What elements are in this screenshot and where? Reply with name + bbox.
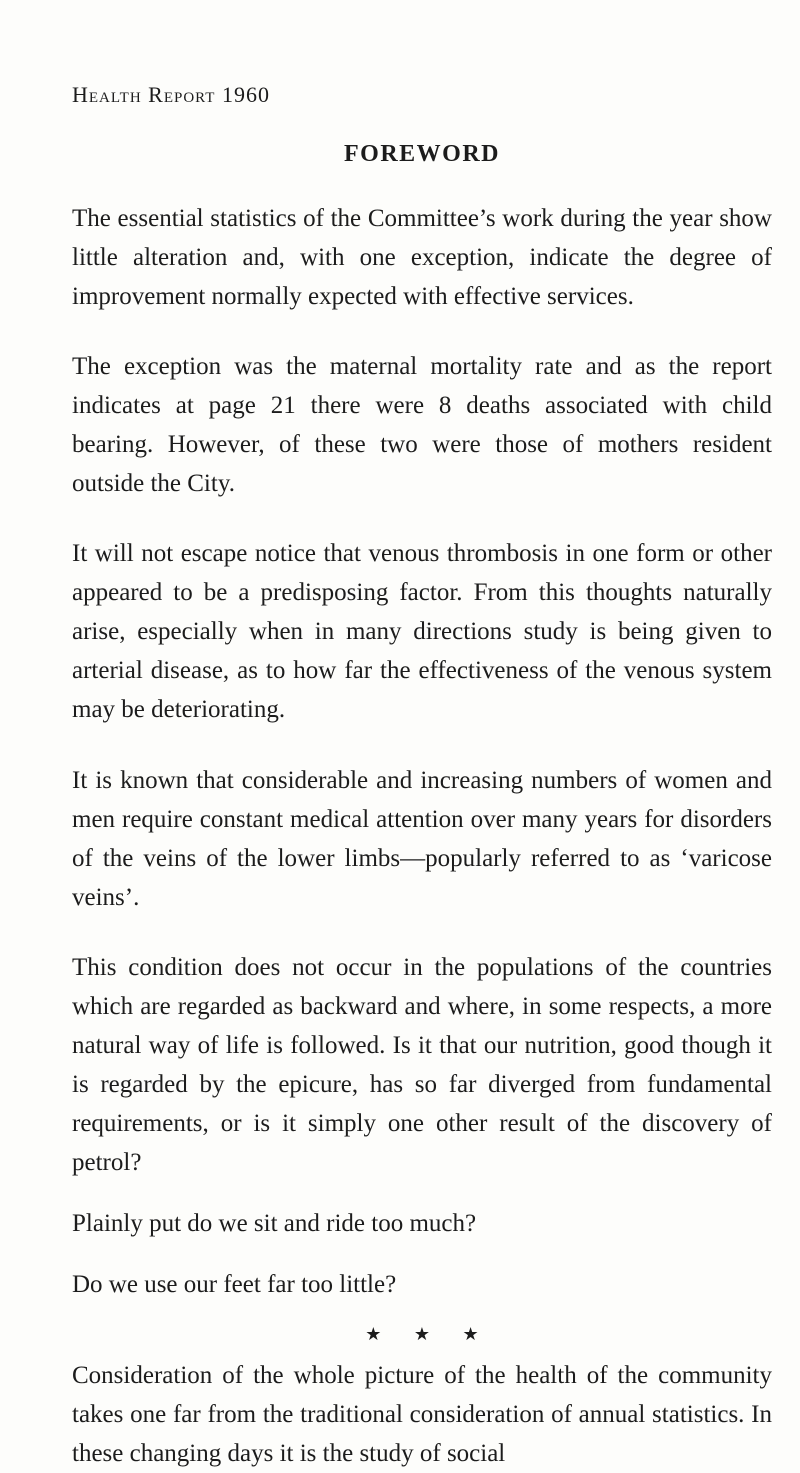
question-2: Do we use our feet far too little? [72,1271,397,1298]
paragraph-4: It is known that considerable and increasing numbers of women and men require constant medical attention over many years for disorders of the veins of the lower limbs—popularly referred to as ‘varicose veins’. [72,767,772,911]
document-page [72,80,772,1473]
paragraph-1: The essential statistics of the Committee’s work during the year show little alteration and, with one exception, indicate the degree of improvement normally expected with effective services. [72,205,772,310]
paragraph-6: Consideration of the whole picture of the health of the community takes one far from the traditional consideration of annual statistics. In these changing days it is the study of social [72,1362,772,1467]
paragraph-3: It will not escape notice that venous thrombosis in one form or other appeared to be a predisposing factor. From this thoughts naturally arise, especially when in many directions study is being given to arterial disease, as to how far the effectiveness of the venous system may be deteriorating. [72,540,772,723]
page-title: FOREWORD [344,141,500,167]
star-separator: ★ ★ ★ [365,1324,493,1344]
paragraph-5: This condition does not occur in the populations of the countries which are regarded as backward and where, in some respects, a more natural way of life is followed. Is it that our nutrition, good though it is regarded by the epicure, has so far diverged from fundamental requirements, or is it simply one other result of the discovery of petrol? [72,954,772,1176]
running-head: Health Report 1960 [72,82,270,107]
paragraph-2: The exception was the maternal mortality rate and as the report indicates at page 21 there were 8 deaths associated with child bearing. However, of these two were those of mothers resident outside the City. [72,353,772,497]
question-1: Plainly put do we sit and ride too much? [72,1210,477,1237]
